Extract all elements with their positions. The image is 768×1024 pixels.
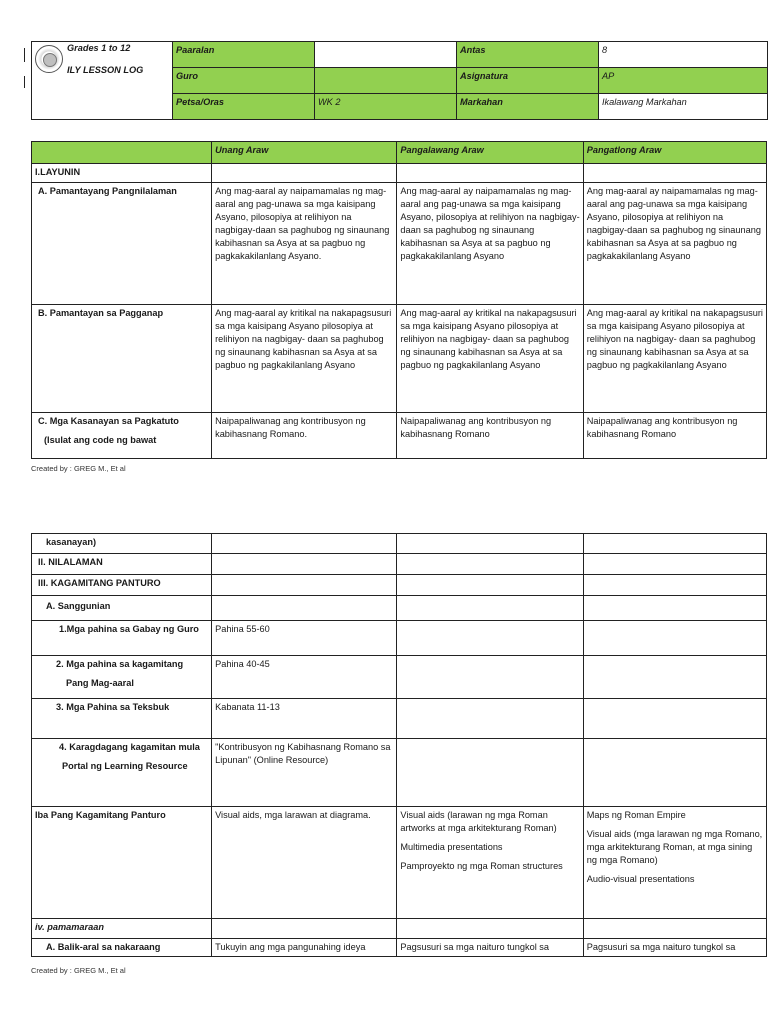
cell-iba-day1: Visual aids, mga larawan at diagrama.	[212, 807, 397, 919]
cell-day1: Naipapaliwanag ang kontribusyon ng kabihasnang Romano.	[212, 413, 397, 459]
empty-cell	[583, 596, 766, 621]
iba-day2-item: Visual aids (larawan ng mga Roman artworks at mga arkitekturang Roman)	[400, 810, 557, 834]
empty-cell	[397, 596, 583, 621]
margin-mark	[24, 48, 25, 62]
empty-cell	[583, 534, 766, 554]
deped-seal-icon	[35, 45, 63, 73]
empty-cell	[397, 699, 583, 739]
cell-day2: Naipapaliwanag ang kontribusyon ng kabihasnang Romano	[397, 413, 583, 459]
empty-cell	[583, 554, 766, 575]
field-value-asignatura: AP	[599, 68, 768, 94]
column-header-day2: Pangalawang Araw	[397, 142, 583, 164]
row-label-balik-aral: A. Balik-aral sa nakaraang	[32, 939, 212, 957]
cell-day1: Ang mag-aaral ay naipamamalas ng mag-aaral ang pag-unawa sa mga kaisipang Asyano, pilosopiya at relihiyon na nagbigay-daan sa paghubog ng sinaunang kabihasnan sa Asya at sa pagbuo ng pagkakakilanlang Asyano.	[212, 183, 397, 305]
empty-cell	[397, 554, 583, 575]
empty-cell	[397, 656, 583, 699]
cell-kagamitang-value: Pahina 40-45	[212, 656, 397, 699]
cell-balik-day3: Pagsusuri sa mga naituro tungkol sa	[583, 939, 766, 957]
empty-cell	[397, 739, 583, 807]
empty-cell	[583, 621, 766, 656]
cell-iba-day2	[397, 807, 583, 919]
karagdagang-subtitle: Portal ng Learning Resource	[62, 761, 188, 772]
section-nilalaman: II. NILALAMAN	[32, 554, 212, 575]
field-value-petsa: WK 2	[315, 94, 457, 120]
empty-cell	[212, 575, 397, 596]
field-value-paaralan	[315, 42, 457, 68]
cell-teksbuk-value: Kabanata 11-13	[212, 699, 397, 739]
field-label-asignatura: Asignatura	[457, 68, 599, 94]
column-header-day3: Pangatlong Araw	[583, 142, 766, 164]
page-footer: Created by : GREG M., Et al	[31, 464, 126, 473]
section-pamamaraan: iv. pamamaraan	[32, 919, 212, 939]
cell-day2: Ang mag-aaral ay kritikal na nakapagsusuri sa mga kaisipang Asyano pilosopiya at relihiyon na nagbigay- daan sa paghubog ng sinaunang kabihasnan sa Asya at sa pagbuo ng pagkakilanlang Asyano	[397, 305, 583, 413]
cell-day2: Ang mag-aaral ay naipamamalas ng mag-aaral ang pag-unawa sa mga kaisipang Asyano, pilosopiya at relihiyon na nagbigay-daan sa paghubog ng sinaunang kabihasnan sa Asya at sa pagbuo ng pagkakakilanlang Asyano	[397, 183, 583, 305]
column-header-blank	[32, 142, 212, 164]
row-label-pamantayang-pangnilalaman: A. Pamantayang Pangnilalaman	[32, 183, 212, 305]
iba-day2-item: Pamproyekto ng mga Roman structures	[400, 861, 563, 872]
cell-day3: Naipapaliwanag ang kontribusyon ng kabihasnang Romano	[583, 413, 766, 459]
field-label-guro: Guro	[173, 68, 315, 94]
field-label-markahan: Markahan	[457, 94, 599, 120]
section-kagamitang-panturo: III. KAGAMITANG PANTURO	[32, 575, 212, 596]
field-value-markahan: Ikalawang Markahan	[599, 94, 768, 120]
empty-cell	[583, 739, 766, 807]
empty-cell	[397, 919, 583, 939]
empty-cell	[397, 575, 583, 596]
empty-cell	[583, 919, 766, 939]
cell-karagdagang-value: "Kontribusyon ng Kabihasnang Romano sa Lipunan" (Online Resource)	[212, 739, 397, 807]
karagdagang-title: 4. Karagdagang kagamitan mula	[59, 742, 200, 752]
cell-balik-day1: Tukuyin ang mga pangunahing ideya	[212, 939, 397, 957]
document-title: ILY LESSON LOG	[67, 65, 144, 75]
lesson-log-header	[31, 41, 768, 120]
cell-gabay-value: Pahina 55-60	[212, 621, 397, 656]
row-label-kagamitang-mag-aaral	[32, 656, 212, 699]
field-label-petsa: Petsa/Oras	[173, 94, 315, 120]
empty-cell	[212, 919, 397, 939]
row-label-teksbuk: 3. Mga Pahina sa Teksbuk	[32, 699, 212, 739]
kasanayan-title: C. Mga Kasanayan sa Pagkatuto	[38, 416, 179, 426]
cell-day3: Ang mag-aaral ay naipamamalas ng mag-aaral ang pag-unawa sa mga kaisipang Asyano, pilosopiya at relihiyon na nagbigay-daan sa paghubog ng sinaunang kabihasnan sa Asya at sa pagbuo ng pagkakakilanlang Asyano	[583, 183, 766, 305]
kasanayan-continued: kasanayan)	[32, 534, 212, 554]
field-label-paaralan: Paaralan	[173, 42, 315, 68]
page-footer: Created by : GREG M., Et al	[31, 966, 126, 975]
row-label-pamantayan-sa-pagganap: B. Pamantayan sa Pagganap	[32, 305, 212, 413]
kasanayan-note: (Isulat ang code ng bawat	[44, 435, 157, 446]
lesson-table-part-1	[31, 141, 767, 459]
empty-cell	[212, 164, 397, 183]
empty-cell	[397, 164, 583, 183]
empty-cell	[583, 699, 766, 739]
empty-cell	[583, 656, 766, 699]
iba-day3-item: Maps ng Roman Empire	[586, 810, 686, 820]
field-value-guro	[315, 68, 457, 94]
cell-day3: Ang mag-aaral ay kritikal na nakapagsusuri sa mga kaisipang Asyano pilosopiya at relihiyon na nagbigay- daan sa paghubog ng sinaunang kabihasnan sa Asya at sa pagbuo ng pagkakilanlang Asyano	[583, 305, 766, 413]
row-label-kasanayan	[32, 413, 212, 459]
empty-cell	[397, 621, 583, 656]
iba-day2-item: Multimedia presentations	[400, 842, 503, 853]
logo-cell	[32, 42, 173, 120]
row-label-gabay-ng-guro: 1.Mga pahina sa Gabay ng Guro	[32, 621, 212, 656]
empty-cell	[212, 534, 397, 554]
cell-iba-day3	[583, 807, 766, 919]
empty-cell	[583, 575, 766, 596]
empty-cell	[397, 534, 583, 554]
empty-cell	[212, 554, 397, 575]
cell-balik-day2: Pagsusuri sa mga naituro tungkol sa	[397, 939, 583, 957]
field-label-antas: Antas	[457, 42, 599, 68]
field-value-antas: 8	[599, 42, 768, 68]
kagamitang-subtitle: Pang Mag-aaral	[66, 678, 134, 689]
section-layunin: I.LAYUNIN	[32, 164, 212, 183]
row-label-karagdagang-kagamitan	[32, 739, 212, 807]
empty-cell	[583, 164, 766, 183]
grade-range: Grades 1 to 12	[67, 43, 131, 53]
margin-mark	[24, 76, 25, 88]
row-label-iba-pang-kagamitan: Iba Pang Kagamitang Panturo	[32, 807, 212, 919]
iba-day3-item: Audio-visual presentations	[586, 874, 695, 885]
iba-day3-item: Visual aids (mga larawan ng mga Romano, mga arkitekturang Roman, at mga sining ng mga Romano)	[586, 829, 763, 866]
column-header-day1: Unang Araw	[212, 142, 397, 164]
cell-day1: Ang mag-aaral ay kritikal na nakapagsusuri sa mga kaisipang Asyano pilosopiya at relihiyon na nagbigay- daan sa paghubog ng sinaunang kabihasnan sa Asya at sa pagbuo ng pagkakilanlang Asyano	[212, 305, 397, 413]
lesson-table-part-2	[31, 533, 767, 957]
row-label-sanggunian: A. Sanggunian	[32, 596, 212, 621]
kagamitang-title: 2. Mga pahina sa kagamitang	[56, 659, 184, 669]
empty-cell	[212, 596, 397, 621]
